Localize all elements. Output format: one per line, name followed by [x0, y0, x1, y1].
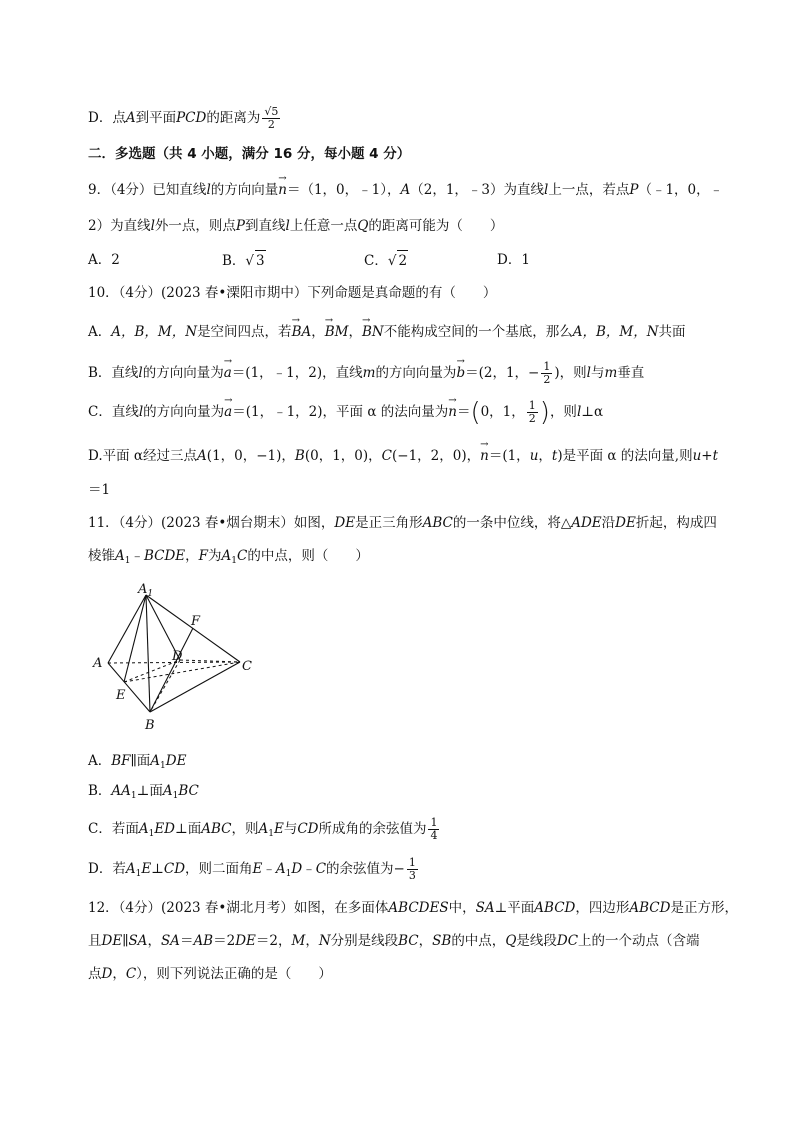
vector-n: → n — [278, 180, 287, 200]
q9-option-a[interactable]: A．2 — [88, 252, 120, 268]
subscript: 1 — [124, 556, 131, 566]
var: SA — [475, 900, 495, 916]
q9-option-d[interactable]: D．1 — [497, 252, 530, 268]
text: 是正方形， — [670, 900, 738, 916]
var: l — [206, 182, 211, 198]
var: A — [275, 861, 286, 877]
text: 是空间四点，若 — [197, 324, 292, 340]
var: F — [198, 548, 209, 564]
denominator: 2 — [528, 412, 536, 425]
denominator: 3 — [408, 869, 416, 882]
var: DE — [615, 515, 636, 531]
text: （2，1，﹣3）为直线 — [410, 182, 545, 198]
text: A． — [88, 753, 112, 769]
text: 的中点，则（ ） — [247, 548, 369, 564]
text: ， — [538, 448, 552, 464]
text: )，则 — [554, 365, 587, 381]
text: （﹣1，0，﹣ — [638, 182, 724, 198]
var: l — [576, 404, 582, 420]
text: 的方向向量为 — [375, 365, 457, 381]
text: )是平面 α 的法向量,则 — [557, 448, 693, 464]
numerator: √5 — [264, 105, 279, 118]
var: SA — [160, 933, 180, 949]
var: Q — [357, 218, 369, 234]
text: ⊥α — [581, 404, 604, 420]
text: 沿 — [601, 515, 616, 531]
var: A — [125, 861, 136, 877]
denominator: 2 — [267, 118, 275, 131]
text: 是线段 — [516, 933, 557, 949]
text: 上任意一点 — [289, 218, 358, 234]
text: 折起，构成四 — [635, 515, 717, 531]
q11-stem-line2 — [88, 546, 369, 571]
text: ∥面 — [130, 753, 151, 769]
text: A． — [88, 324, 112, 340]
var: DE — [165, 753, 187, 769]
section-heading: 二．多选题（共 4 小题，满分 16 分，每小题 4 分） — [88, 146, 411, 162]
text: 棱锥 — [88, 548, 115, 564]
var: Q — [505, 933, 517, 949]
var: A — [221, 548, 232, 564]
text: ， — [418, 933, 433, 949]
q12-stem-line1 — [88, 898, 738, 918]
vector-bm: → BM — [325, 322, 349, 342]
var: D — [101, 966, 113, 982]
subscript: 1 — [160, 761, 166, 771]
var: A — [162, 783, 173, 799]
text: 的距离可能为（ ） — [368, 218, 504, 234]
var: l — [150, 218, 155, 234]
text: ﹣ — [130, 548, 144, 564]
text: ⊥平面 — [494, 900, 535, 916]
var: DE — [101, 933, 123, 949]
var: DE — [235, 933, 256, 949]
q8-option-d — [88, 106, 282, 131]
radicand: 3 — [255, 250, 266, 271]
var: m — [362, 365, 376, 381]
edge-a1-a — [108, 595, 146, 663]
var: A — [150, 753, 161, 769]
vector-bn: → BN — [362, 322, 384, 342]
label-c: C — [242, 659, 252, 674]
var: P — [629, 182, 639, 198]
text: B． — [88, 783, 112, 799]
fraction — [541, 361, 552, 386]
fraction — [407, 857, 418, 882]
text: C．直线 — [88, 404, 139, 420]
text: 的方向向量 — [210, 182, 279, 198]
numerator: 1 — [408, 856, 416, 869]
text: 上一点，若点 — [548, 182, 630, 198]
minus-sign: − — [393, 861, 405, 877]
var: A — [125, 110, 136, 126]
q10-option-d-cont: ＝1 — [88, 482, 111, 498]
text: ﹣ — [302, 861, 316, 877]
vector-ba: → BA — [292, 322, 312, 342]
label-a: A — [93, 656, 103, 671]
var: SB — [432, 933, 452, 949]
var: N — [318, 933, 331, 949]
text: ＝2 — [213, 933, 236, 949]
var: t — [551, 448, 558, 464]
text: 的中点， — [451, 933, 506, 949]
vector-a: → a — [224, 363, 232, 383]
q9-stem-line2 — [88, 216, 503, 236]
text: B．直线 — [88, 365, 139, 381]
var: CD — [163, 861, 186, 877]
var: l — [138, 365, 143, 381]
text: ＝2， — [255, 933, 292, 949]
var: BF — [111, 753, 131, 769]
text: ，则二面角 — [185, 861, 253, 877]
var: DC — [556, 933, 579, 949]
text: ⊥面 — [136, 783, 163, 799]
text: 中， — [448, 900, 476, 916]
text: ，则 — [231, 821, 259, 837]
q12-stem-line3 — [88, 964, 332, 984]
var: B — [294, 448, 305, 464]
var: ED — [154, 821, 176, 837]
text: 11．（4分）(2023 春•烟台期末）如图， — [88, 515, 335, 531]
var: AA — [111, 783, 131, 799]
q12-stem-line2 — [88, 931, 700, 951]
label-d: D — [172, 649, 183, 664]
var: E — [141, 861, 152, 877]
q10-option-d[interactable] — [88, 446, 718, 466]
q11-stem-line1 — [88, 513, 717, 533]
var: C — [237, 548, 248, 564]
text: (0，1，0)， — [304, 448, 382, 464]
var: ABC — [201, 821, 232, 837]
text: (−1，2，0)， — [392, 448, 481, 464]
edge-a1-b — [146, 595, 150, 712]
subscript: 1 — [130, 791, 137, 801]
var: SA — [128, 933, 148, 949]
var: PCD — [176, 110, 207, 126]
vector-n: → n — [448, 402, 457, 422]
var: l — [586, 365, 591, 381]
var: l — [285, 218, 290, 234]
text: ， — [112, 966, 126, 982]
var: CD — [297, 821, 319, 837]
subscript: 1 — [285, 869, 292, 879]
var: P — [235, 218, 246, 234]
subscript: 1 — [268, 829, 274, 839]
var: ABCD — [629, 900, 671, 916]
edge-b-f — [150, 628, 193, 712]
var: BCDE — [143, 548, 186, 564]
var: D — [291, 861, 303, 877]
numerator: 1 — [543, 360, 551, 373]
text: 的距离为 — [206, 110, 261, 126]
text: ∥ — [122, 933, 129, 949]
text: 的余弦值为 — [326, 861, 394, 877]
q11-option-a[interactable] — [88, 751, 186, 776]
paren-close: ) — [539, 397, 550, 428]
var: E — [252, 861, 263, 877]
q10-option-b[interactable] — [88, 361, 644, 386]
q10-option-a[interactable]: A．A，B，M，N是空间四点，若→ BA，→ BM，→ BN不能构成空间的一个基底，那么A，B，M，N共面 — [88, 322, 686, 342]
var: A — [400, 182, 411, 198]
q9-stem-line1 — [88, 180, 723, 200]
text: ⊥ — [151, 861, 164, 877]
text: ， — [147, 933, 161, 949]
var: A — [138, 821, 149, 837]
vector-b: → b — [456, 363, 465, 383]
text: 外一点，则点 — [154, 218, 236, 234]
text: 为 — [208, 548, 222, 564]
radicand: 2 — [397, 250, 408, 271]
var: M — [291, 933, 306, 949]
text: ，则 — [549, 404, 577, 420]
label: C． — [364, 253, 388, 269]
text: ﹣ — [262, 861, 276, 877]
text: 且 — [88, 933, 102, 949]
text: ， — [185, 548, 199, 564]
text: 的方向向量为 — [142, 365, 224, 381]
text: 点 — [88, 966, 102, 982]
subscript: 1 — [148, 829, 155, 839]
text: ＝(1，﹣1，2)，平面 α 的法向量为 — [232, 404, 449, 420]
text: 到直线 — [245, 218, 286, 234]
q10-option-c[interactable] — [88, 397, 604, 428]
text: 是正三角形 — [355, 515, 423, 531]
var: A — [115, 548, 125, 564]
text: 到平面 — [135, 110, 177, 126]
text: 共面 — [658, 324, 686, 340]
var: ADE — [571, 515, 602, 531]
q9-option-b[interactable]: B．√ 3 — [222, 250, 266, 271]
text: ＝ — [456, 404, 471, 420]
var: BC — [178, 783, 199, 799]
text: 12．（4分）(2023 春•湖北月考）如图，在多面体 — [88, 900, 389, 916]
var: A，B，M，N — [111, 324, 198, 340]
q11-option-d[interactable] — [88, 857, 420, 884]
label-b: B — [145, 718, 155, 733]
var: AB — [193, 933, 214, 949]
text: ），则下列说法正确的是（ ） — [136, 966, 332, 982]
var: DE — [334, 515, 356, 531]
label-e: E — [116, 688, 126, 703]
fraction — [527, 400, 538, 425]
subscript: 1 — [172, 791, 179, 801]
text: ＝(2，1，− — [465, 365, 540, 381]
edge-a1-e — [124, 595, 146, 682]
var: ABC — [422, 515, 453, 531]
var: A — [258, 821, 269, 837]
text: 与 — [283, 821, 298, 837]
text: C．若面 — [88, 821, 139, 837]
text: D.平面 α经过三点 — [88, 448, 198, 464]
var: l — [544, 182, 549, 198]
text: D．点 — [88, 110, 126, 126]
q10-stem: 10．（4分）(2023 春•溧阳市期中）下列命题是真命题的有（ ） — [88, 285, 497, 301]
denominator: 4 — [430, 829, 438, 842]
text: 9．（4分）已知直线 — [88, 182, 207, 198]
q11-option-b[interactable] — [88, 781, 199, 806]
var: ABCD — [534, 900, 576, 916]
var: BC — [398, 933, 419, 949]
label-f: F — [191, 614, 201, 629]
text: 与 — [590, 365, 605, 381]
var: C — [125, 966, 137, 982]
var: u — [529, 448, 539, 464]
var: ABCDES — [388, 900, 449, 916]
text: ⊥面 — [175, 821, 202, 837]
var: l — [138, 404, 144, 420]
text: 的一条中位线，将△ — [452, 515, 572, 531]
vector-a: → a — [224, 402, 232, 422]
text: 0，1， — [480, 404, 525, 420]
text: 所成角的余弦值为 — [318, 821, 427, 837]
vector-n: → n — [480, 446, 489, 466]
var: C — [381, 448, 392, 464]
text: ＝(1，﹣1，2)，直线 — [231, 365, 363, 381]
subscript: 1 — [231, 556, 238, 566]
numerator: 1 — [430, 816, 438, 829]
paren-open: ( — [470, 397, 481, 428]
text: 不能构成空间的一个基底，那么 — [383, 324, 573, 340]
pyramid-figure — [88, 580, 268, 735]
var: A，B，M，N — [572, 324, 659, 340]
text: ，四边形 — [575, 900, 630, 916]
edge-d-c — [180, 660, 240, 662]
var: C — [315, 861, 327, 877]
fraction — [428, 817, 439, 842]
fraction — [262, 106, 280, 131]
var: A — [197, 448, 207, 464]
var: u+t — [692, 448, 719, 464]
text: 上的一个动点（含端 — [578, 933, 700, 949]
text: (1，0，−1)， — [206, 448, 295, 464]
text: 垂直 — [617, 365, 645, 381]
text: ， — [305, 933, 319, 949]
var: m — [604, 365, 618, 381]
var: E — [273, 821, 284, 837]
text: 的方向向量为 — [143, 404, 225, 420]
text: 2）为直线 — [88, 218, 151, 234]
q9-option-c[interactable]: C．√ 2 — [364, 250, 408, 271]
q11-option-c[interactable] — [88, 817, 441, 844]
text: ＝（1，0，﹣1）， — [286, 182, 401, 198]
edge-a-b — [108, 663, 150, 712]
numerator: 1 — [528, 399, 536, 412]
text: 分别是线段 — [330, 933, 399, 949]
text: ＝(1， — [488, 448, 530, 464]
label-a1: $A_1$ — [138, 582, 154, 599]
text: ＝ — [179, 933, 194, 949]
label: B． — [222, 253, 246, 269]
text: D．若 — [88, 861, 126, 877]
subscript: 1 — [135, 869, 142, 879]
denominator: 2 — [543, 373, 551, 386]
